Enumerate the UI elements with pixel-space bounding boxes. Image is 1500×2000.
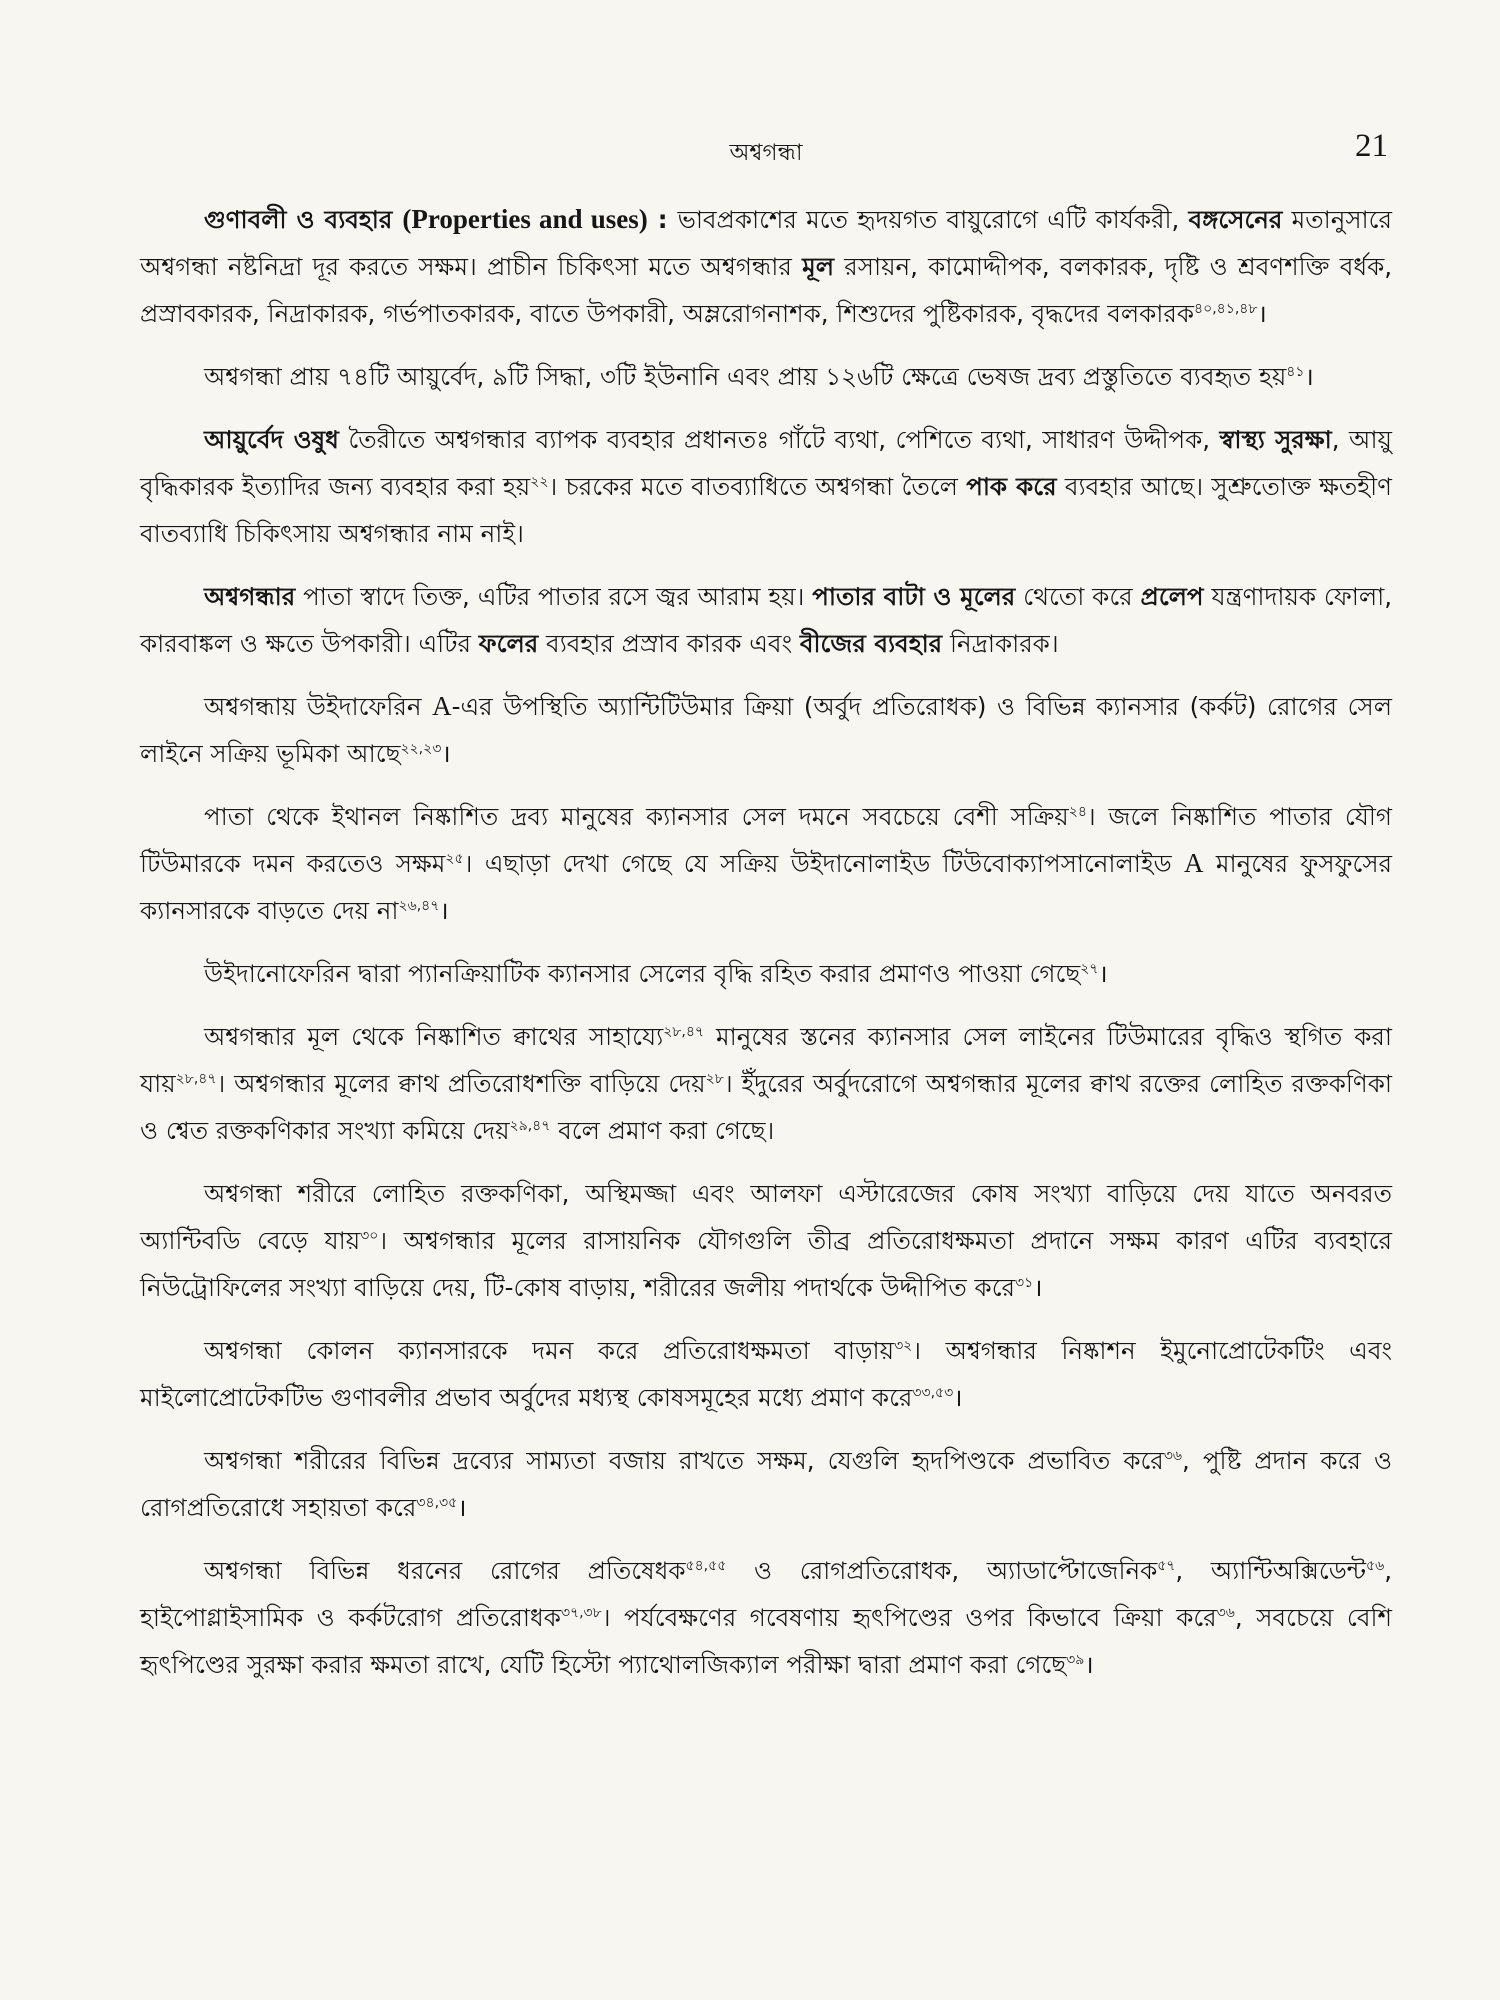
citation-ref: ৩৩,৫৩ xyxy=(912,1384,954,1401)
citation-ref: ২৮,৪৭ xyxy=(663,1023,705,1040)
citation-ref: ২৫ xyxy=(445,850,464,867)
text-run: । xyxy=(1098,959,1108,988)
paragraph xyxy=(140,196,1392,337)
bold-term: বীজের ব্যবহার xyxy=(799,629,943,658)
text-run: বলে প্রমাণ করা গেছে। xyxy=(550,1116,775,1145)
text-run: । xyxy=(1084,1650,1094,1679)
citation-ref: ২৮ xyxy=(705,1070,724,1087)
citation-ref: ৩৯ xyxy=(1066,1651,1085,1668)
text-run: অশ্বগন্ধার মূল থেকে নিষ্কাশিত ক্বাথের সাহায্যে xyxy=(204,1022,664,1051)
text-run: অশ্বগন্ধা শরীরের বিভিন্ন দ্রব্যের সাম্যতা বজায় রাখতে সক্ষম, যেগুলি হৃদপিণ্ডকে প্রভাবিত করে xyxy=(204,1446,1164,1475)
text-run: মানুষের ফুসফুসের ক্যানসারকে বাড়তে দেয় না xyxy=(140,849,1392,925)
text-run: অশ্বগন্ধায় উইদাফেরিন xyxy=(204,692,433,721)
paragraph xyxy=(140,950,1392,997)
text-run: । এছাড়া দেখা গেছে যে সক্রিয় উইদানোলাইড টিউবোক্যাপসানোলাইড xyxy=(463,849,1185,878)
citation-ref: ২৪ xyxy=(1068,803,1087,820)
text-run: , পুষ্টি প্রদান করে ও রোগপ্রতিরোধে সহায়তা করে xyxy=(140,1446,1392,1522)
bold-term: অশ্বগন্ধার xyxy=(204,582,296,611)
citation-ref: ৩৬ xyxy=(1163,1447,1183,1464)
citation-ref: ৪১ xyxy=(1286,363,1305,380)
text-run: অশ্বগন্ধা শরীরে লোহিত রক্তকণিকা, অস্থিমজ্জা এবং আলফা এস্টারেজের কোষ সংখ্যা বাড়িয়ে দেয় যাতে অনবরত অ্যান্টিবডি বেড়ে যায় xyxy=(140,1179,1392,1255)
bold-term: গুণাবলী ও ব্যবহার xyxy=(204,205,403,234)
text-run: । xyxy=(439,896,449,925)
citation-ref: ৩৭,৩৮ xyxy=(560,1604,602,1621)
citation-ref: ৩০ xyxy=(360,1227,379,1244)
paragraph xyxy=(140,353,1392,400)
paragraph xyxy=(140,793,1392,934)
text-run: । ইঁদুরের অর্বুদরোগে অশ্বগন্ধার মূলের ক্বাথ রক্তের লোহিত রক্তকণিকা ও শ্বেত রক্তকণিকার সংখ্যা কমিয়ে দেয় xyxy=(140,1069,1392,1145)
text-run: ব্যবহার আছে। সুশ্রুতোক্ত ক্ষতহীণ বাতব্যাধি চিকিৎসায় অশ্বগন্ধার নাম নাই। xyxy=(140,472,1392,548)
text-run: । অশ্বগন্ধার মূলের রাসায়নিক যৌগগুলি তীব্র প্রতিরোধক্ষমতা প্রদানে সক্ষম কারণ এটির ব্যবহারে নিউট্রোফিলের সংখ্যা বাড়িয়ে দেয়, টি-কোষ বাড়ায়, শরীরের জলীয় পদার্থকে উদ্দীপিত করে xyxy=(140,1226,1392,1302)
text-run: অশ্বগন্ধা প্রায় ৭৪টি আয়ুর্বেদ, ৯টি সিদ্ধা, ৩টি ইউনানি এবং প্রায় ১২৬টি ক্ষেত্রে ভেষজ দ্রব্য প্রস্তুতিতে ব্যবহৃত হয় xyxy=(204,362,1287,391)
body-text xyxy=(140,196,1392,1704)
bold-term: ফলের xyxy=(478,629,539,658)
paragraph xyxy=(140,1327,1392,1421)
citation-ref: ৫৭ xyxy=(1157,1557,1176,1574)
paragraph xyxy=(140,1547,1392,1688)
bold-term: পাতার বাটা ও মূলের xyxy=(812,582,1016,611)
text-run: । অশ্বগন্ধার মূলের ক্বাথ প্রতিরোধশক্তি বাড়িয়ে দেয় xyxy=(216,1069,706,1098)
running-header xyxy=(140,128,1392,168)
bold-term: বঙ্গসেনের xyxy=(1188,205,1283,234)
text-run: । জলে নিষ্কাশিত পাতার যৌগ টিউমারকে দমন করতেও সক্ষম xyxy=(140,802,1392,878)
paragraph xyxy=(140,573,1392,667)
running-title: অশ্বগন্ধা xyxy=(729,140,803,166)
text-run: A xyxy=(1184,848,1204,878)
bold-term: আয়ুর্বেদ ওষুধ xyxy=(204,425,339,454)
text-run: অশ্বগন্ধা বিভিন্ন ধরনের রোগের প্রতিষেধক xyxy=(204,1556,686,1585)
bold-term: প্রলেপ xyxy=(1140,582,1204,611)
text-run: রসায়ন, কামোদ্দীপক, বলকারক, দৃষ্টি ও শ্রবণশক্তি বর্ধক, প্রস্রাবকারক, নিদ্রাকারক, গর্ভপাতকারক, বাতে উপকারী, অম্লরোগনাশক, শিশুদের পুষ্টিকারক, বৃদ্ধদের বলকারক xyxy=(140,252,1393,328)
text-run: উইদানোফেরিন দ্বারা প্যানক্রিয়াটিক ক্যানসার সেলের বৃদ্ধি রহিত করার প্রমাণও পাওয়া গেছে xyxy=(204,959,1081,988)
text-run: মানুষের স্তনের ক্যানসার সেল লাইনের টিউমারের বৃদ্ধিও স্থগিত করা যায় xyxy=(140,1022,1393,1098)
text-run: যন্ত্রণাদায়ক ফোলা, কারবাঙ্কল ও ক্ষতে উপকারী। এটির xyxy=(140,582,1393,658)
text-run: অশ্বগন্ধা কোলন ক্যানসারকে দমন করে প্রতিরোধক্ষমতা বাড়ায় xyxy=(204,1336,895,1365)
text-run: ও রোগপ্রতিরোধক, অ্যাডাপ্টোজেনিক xyxy=(726,1556,1158,1585)
text-run: । xyxy=(1033,1273,1043,1302)
paragraph xyxy=(140,416,1392,557)
text-run: A xyxy=(432,691,452,721)
text-run: । অশ্বগন্ধার নিষ্কাশন ইমুনোপ্রোটেকটিং এবং মাইলোপ্রোটেকটিভ গুণাবলীর প্রভাব অর্বুদের মধ্যস্থ কোষসমূহের মধ্যে প্রমাণ করে xyxy=(140,1336,1392,1412)
bold-term: মূল xyxy=(802,252,835,281)
paragraph xyxy=(140,1013,1392,1154)
text-run: । xyxy=(1257,299,1267,328)
citation-ref: ২৮,৪৭ xyxy=(175,1070,217,1087)
citation-ref: ৫৪,৫৫ xyxy=(685,1557,727,1574)
text-run: ভাবপ্রকাশের মতে হৃদয়গত বায়ুরোগে এটি কার্যকরী, xyxy=(677,205,1189,234)
text-run: , আয়ু বৃদ্ধিকারক ইত্যাদির জন্য ব্যবহার করা হয় xyxy=(140,425,1392,501)
citation-ref: ৩২ xyxy=(894,1337,913,1354)
citation-ref: ২২ xyxy=(530,473,549,490)
text-run: । পর্যবেক্ষণের গবেষণায় হৃৎপিণ্ডের ওপর কিভাবে ক্রিয়া করে xyxy=(601,1603,1217,1632)
citation-ref: ২৭ xyxy=(1080,960,1099,977)
citation-ref: ৫৬ xyxy=(1366,1557,1385,1574)
text-run: নিদ্রাকারক। xyxy=(942,629,1059,658)
text-run: । xyxy=(441,739,451,768)
citation-ref: ২৬,৪৭ xyxy=(398,897,440,914)
citation-ref: ২৯,৪৭ xyxy=(509,1117,551,1134)
text-run: পাতা থেকে ইথানল নিষ্কাশিত দ্রব্য মানুষের ক্যানসার সেল দমনে সবচেয়ে বেশী সক্রিয় xyxy=(204,802,1069,831)
bold-term: (Properties and uses) xyxy=(402,204,648,234)
text-run: , সবচেয়ে বেশি হৃৎপিণ্ডের সুরক্ষা করার ক্ষমতা রাখে, যেটি হিস্টো প্যাথোলজিক্যাল পরীক্ষা দ্বারা প্রমাণ করা গেছে xyxy=(140,1603,1393,1679)
text-run: । চরকের মতে বাতব্যাধিতে অশ্বগন্ধা তৈলে xyxy=(548,472,967,501)
text-run: তৈরীতে অশ্বগন্ধার ব্যাপক ব্যবহার প্রধানতঃ গাঁটে ব্যথা, পেশিতে ব্যথা, সাধারণ উদ্দীপক, xyxy=(338,425,1220,454)
text-run: -এর উপস্থিতি অ্যান্টিটিউমার ক্রিয়া (অর্বুদ প্রতিরোধক) ও বিভিন্ন ক্যানসার (কর্কট) রোগের সেল লাইনে সক্রিয় ভূমিকা আছে xyxy=(140,692,1392,768)
text-run: , হাইপোগ্লাইসামিক ও কর্কটরোগ প্রতিরোধক xyxy=(140,1556,1392,1632)
text-run: , অ্যান্টিঅক্সিডেন্ট xyxy=(1175,1556,1367,1585)
text-run: । xyxy=(953,1383,963,1412)
text-run: । xyxy=(457,1493,467,1522)
text-run: পাতা স্বাদে তিক্ত, এটির পাতার রসে জ্বর আরাম হয়। xyxy=(295,582,813,611)
bold-term: স্বাস্থ্য সুরক্ষা xyxy=(1219,425,1332,454)
text-run: মতানুসারে অশ্বগন্ধা নষ্টনিদ্রা দূর করতে সক্ষম। প্রাচীন চিকিৎসা মতে অশ্বগন্ধার xyxy=(140,205,1392,281)
paragraph xyxy=(140,683,1392,777)
text-run: । xyxy=(1304,362,1314,391)
bold-term: পাক করে xyxy=(966,472,1057,501)
citation-ref: ২২,২৩ xyxy=(400,740,442,757)
bold-term: : xyxy=(647,205,678,234)
text-run: থেতো করে xyxy=(1015,582,1141,611)
citation-ref: ৩১ xyxy=(1015,1274,1034,1291)
citation-ref: ৪০,৪১,৪৮ xyxy=(1194,300,1258,317)
text-run: ব্যবহার প্রস্রাব কারক এবং xyxy=(538,629,800,658)
paragraph xyxy=(140,1437,1392,1531)
citation-ref: ৩৪,৩৫ xyxy=(416,1494,458,1511)
page-number: 21 xyxy=(1355,128,1388,164)
paragraph xyxy=(140,1170,1392,1311)
citation-ref: ৩৬ xyxy=(1216,1604,1235,1621)
